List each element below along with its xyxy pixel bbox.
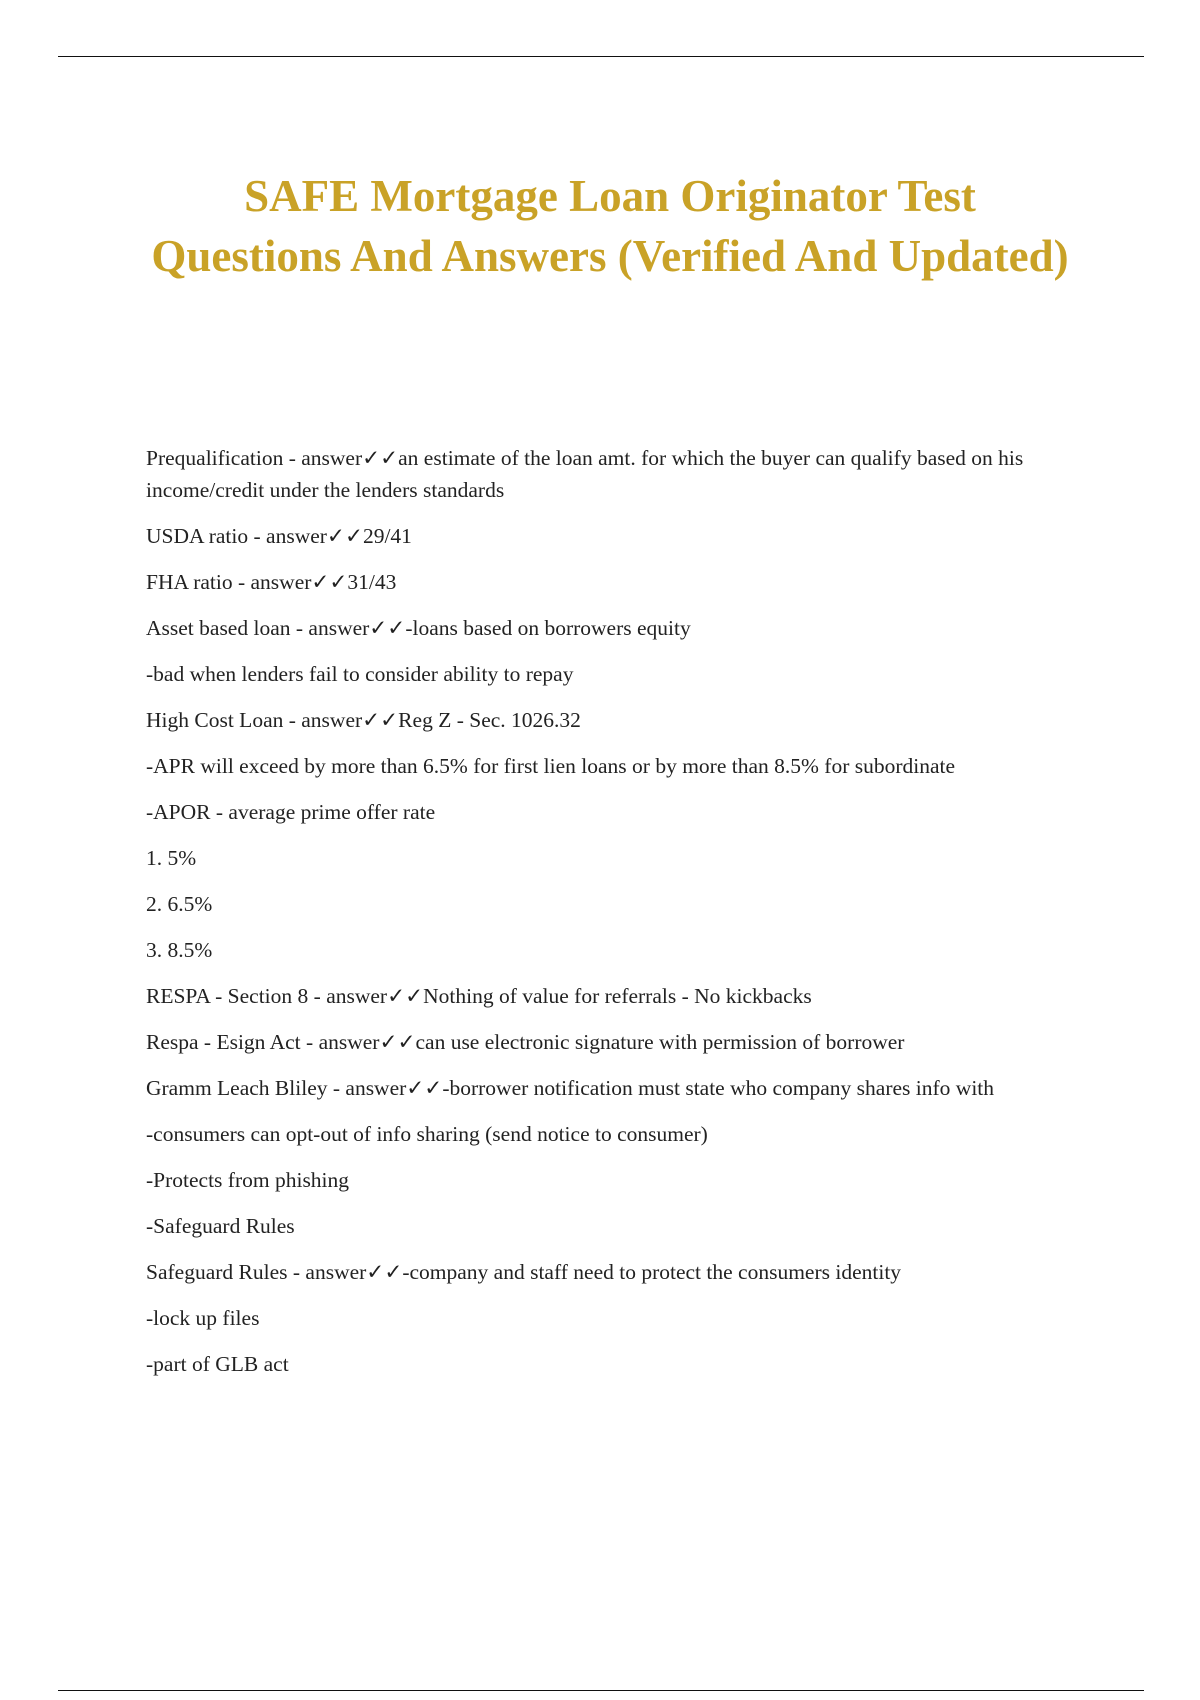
top-divider [58, 56, 1144, 57]
entry-asset-based-loan: Asset based loan - answer✓✓-loans based on borrowers equity [146, 616, 691, 640]
entry-list-item-3: 3. 8.5% [146, 938, 213, 962]
entry-respa-esign-act: Respa - Esign Act - answer✓✓can use electronic signature with permission of borrower [146, 1030, 905, 1054]
entry-high-cost-loan: High Cost Loan - answer✓✓Reg Z - Sec. 1026.32 [146, 708, 581, 732]
entry-safeguard-glb-part: -part of GLB act [146, 1352, 289, 1376]
entry-high-cost-loan-apor: -APOR - average prime offer rate [146, 800, 436, 824]
entry-list-item-2: 2. 6.5% [146, 892, 213, 916]
entry-prequalification: Prequalification - answer✓✓an estimate of the loan amt. for which the buyer can qualify based on his income/credit under the lenders standards [146, 446, 1024, 502]
bottom-divider [58, 1690, 1144, 1691]
entry-glb-phishing: -Protects from phishing [146, 1168, 350, 1192]
document-title: SAFE Mortgage Loan Originator Test Questions And Answers (Verified And Updated) [151, 171, 1069, 281]
entry-usda-ratio: USDA ratio - answer✓✓29/41 [146, 524, 412, 548]
entry-safeguard-rules: Safeguard Rules - answer✓✓-company and staff need to protect the consumers identity [146, 1260, 902, 1284]
entry-high-cost-loan-apr: -APR will exceed by more than 6.5% for first lien loans or by more than 8.5% for subordinate [146, 754, 956, 778]
entry-asset-based-loan-note: -bad when lenders fail to consider ability to repay [146, 662, 574, 686]
entry-respa-section-8: RESPA - Section 8 - answer✓✓Nothing of value for referrals - No kickbacks [146, 984, 812, 1008]
entry-fha-ratio: FHA ratio - answer✓✓31/43 [146, 570, 397, 594]
entry-list-item-1: 1. 5% [146, 846, 197, 870]
entry-gramm-leach-bliley: Gramm Leach Bliley - answer✓✓-borrower notification must state who company shares info with [146, 1076, 995, 1100]
entry-glb-safeguard-rules: -Safeguard Rules [146, 1214, 295, 1238]
entry-safeguard-lock-files: -lock up files [146, 1306, 260, 1330]
entry-glb-opt-out: -consumers can opt-out of info sharing (send notice to consumer) [146, 1122, 708, 1146]
document-body [146, 442, 1086, 1394]
